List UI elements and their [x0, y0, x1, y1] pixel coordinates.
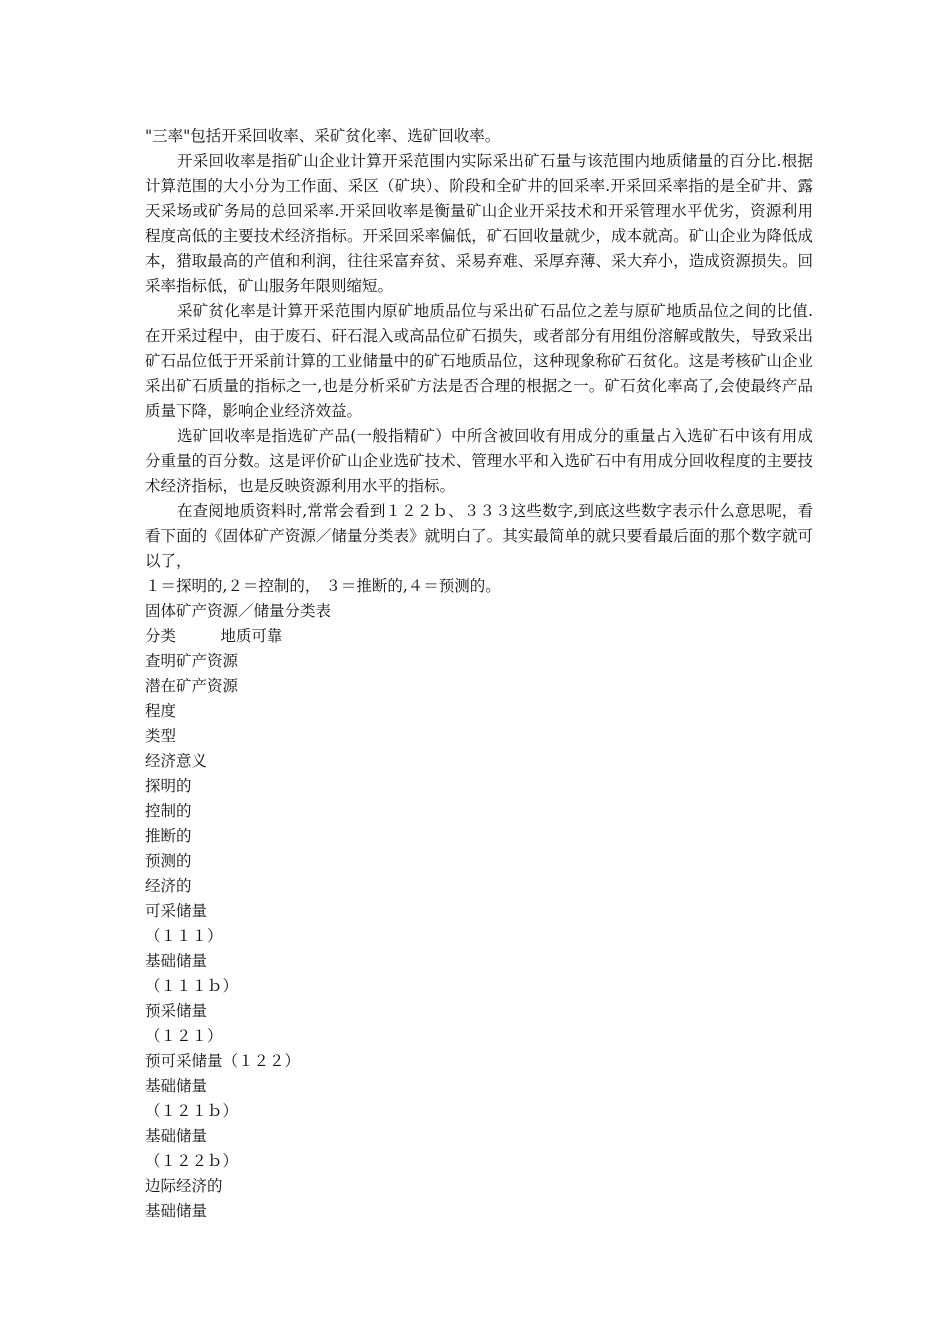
table-header-line: 分类 地质可靠 [145, 627, 283, 645]
document-body [145, 124, 813, 1224]
text-line: 推断的 [145, 827, 192, 845]
text-line: （１２１） [145, 1027, 223, 1045]
text-line: 控制的 [145, 802, 192, 820]
text-line: 查明矿产资源 [145, 652, 239, 670]
text-line: （１１１ｂ） [145, 977, 239, 995]
paragraph-dressing-recovery: 选矿回收率是指选矿产品(一般指精矿）中所含被回收有用成分的重量占入选矿石中该有用成分重量的百分数。这是评价矿山企业选矿技术、管理水平和入选矿石中有用成分回收程度的主要技术经济指标，也是反映资源利用水平的指标。 [145, 427, 813, 495]
text-line: 预采储量 [145, 1002, 208, 1020]
paragraph-dilution-rate: 采矿贫化率是计算开采范围内原矿地质品位与采出矿石品位之差与原矿地质品位之间的比值.在开采过程中，由于废石、矸石混入或高品位矿石损失，或者部分有用组份溶解或散失，导致采出矿石品位低于开采前计算的工业储量中的矿石地质品位，这种现象称矿石贫化。这是考核矿山企业采出矿石质量的指标之一,也是分析采矿方法是否合理的根据之一。矿石贫化率高了,会使最终产品质量下降，影响企业经济效益。 [145, 302, 813, 420]
text-line: 经济的 [145, 877, 192, 895]
text-line: 程度 [145, 702, 177, 720]
intro-line: "三率"包括开采回收率、采矿贫化率、选矿回收率。 [145, 127, 501, 145]
text-line: 边际经济的 [145, 1177, 223, 1195]
text-line: （１１１） [145, 927, 223, 945]
text-line: 基础储量 [145, 1202, 208, 1220]
legend-line: １＝探明的,２＝控制的， ３＝推断的,４＝预测的。 [145, 577, 501, 595]
text-line: 经济意义 [145, 752, 208, 770]
text-line: 预测的 [145, 852, 192, 870]
type-line: 类型 [145, 727, 177, 745]
text-line: 潜在矿产资源 [145, 677, 239, 695]
text-line: （１２１ｂ） [145, 1102, 239, 1120]
text-line: 基础储量 [145, 1127, 208, 1145]
text-line: 基础储量 [145, 952, 208, 970]
paragraph-mining-recovery: 开采回收率是指矿山企业计算开采范围内实际采出矿石量与该范围内地质储量的百分比.根据计算范围的大小分为工作面、采区（矿块）、阶段和全矿井的回采率.开采回采率指的是全矿井、露天采场或矿务局的总回采率.开采回收率是衡量矿山企业开采技术和开采管理水平优劣，资源利用程度高低的主要技术经济指标。开采回采率偏低，矿石回收量就少，成本就高。矿山企业为降低成本，猎取最高的产值和利润，往往采富弃贫、采易弃难、采厚弃薄、采大弃小，造成资源损失。回采率指标低，矿山服务年限则缩短。 [145, 152, 813, 295]
paragraph-code-explanation: 在查阅地质资料时,常常会看到１２２ｂ、３３３这些数字,到底这些数字表示什么意思呢，看看下面的《固体矿产资源／储量分类表》就明白了。其实最简单的就只要看最后面的那个数字就可以了， [145, 502, 813, 570]
text-line: （１２２ｂ） [145, 1152, 239, 1170]
text-line: 预可采储量（１２２） [145, 1052, 301, 1070]
text-line: 可采储量 [145, 902, 208, 920]
text-line: 基础储量 [145, 1077, 208, 1095]
text-line: 探明的 [145, 777, 192, 795]
table-title: 固体矿产资源／储量分类表 [145, 602, 332, 620]
